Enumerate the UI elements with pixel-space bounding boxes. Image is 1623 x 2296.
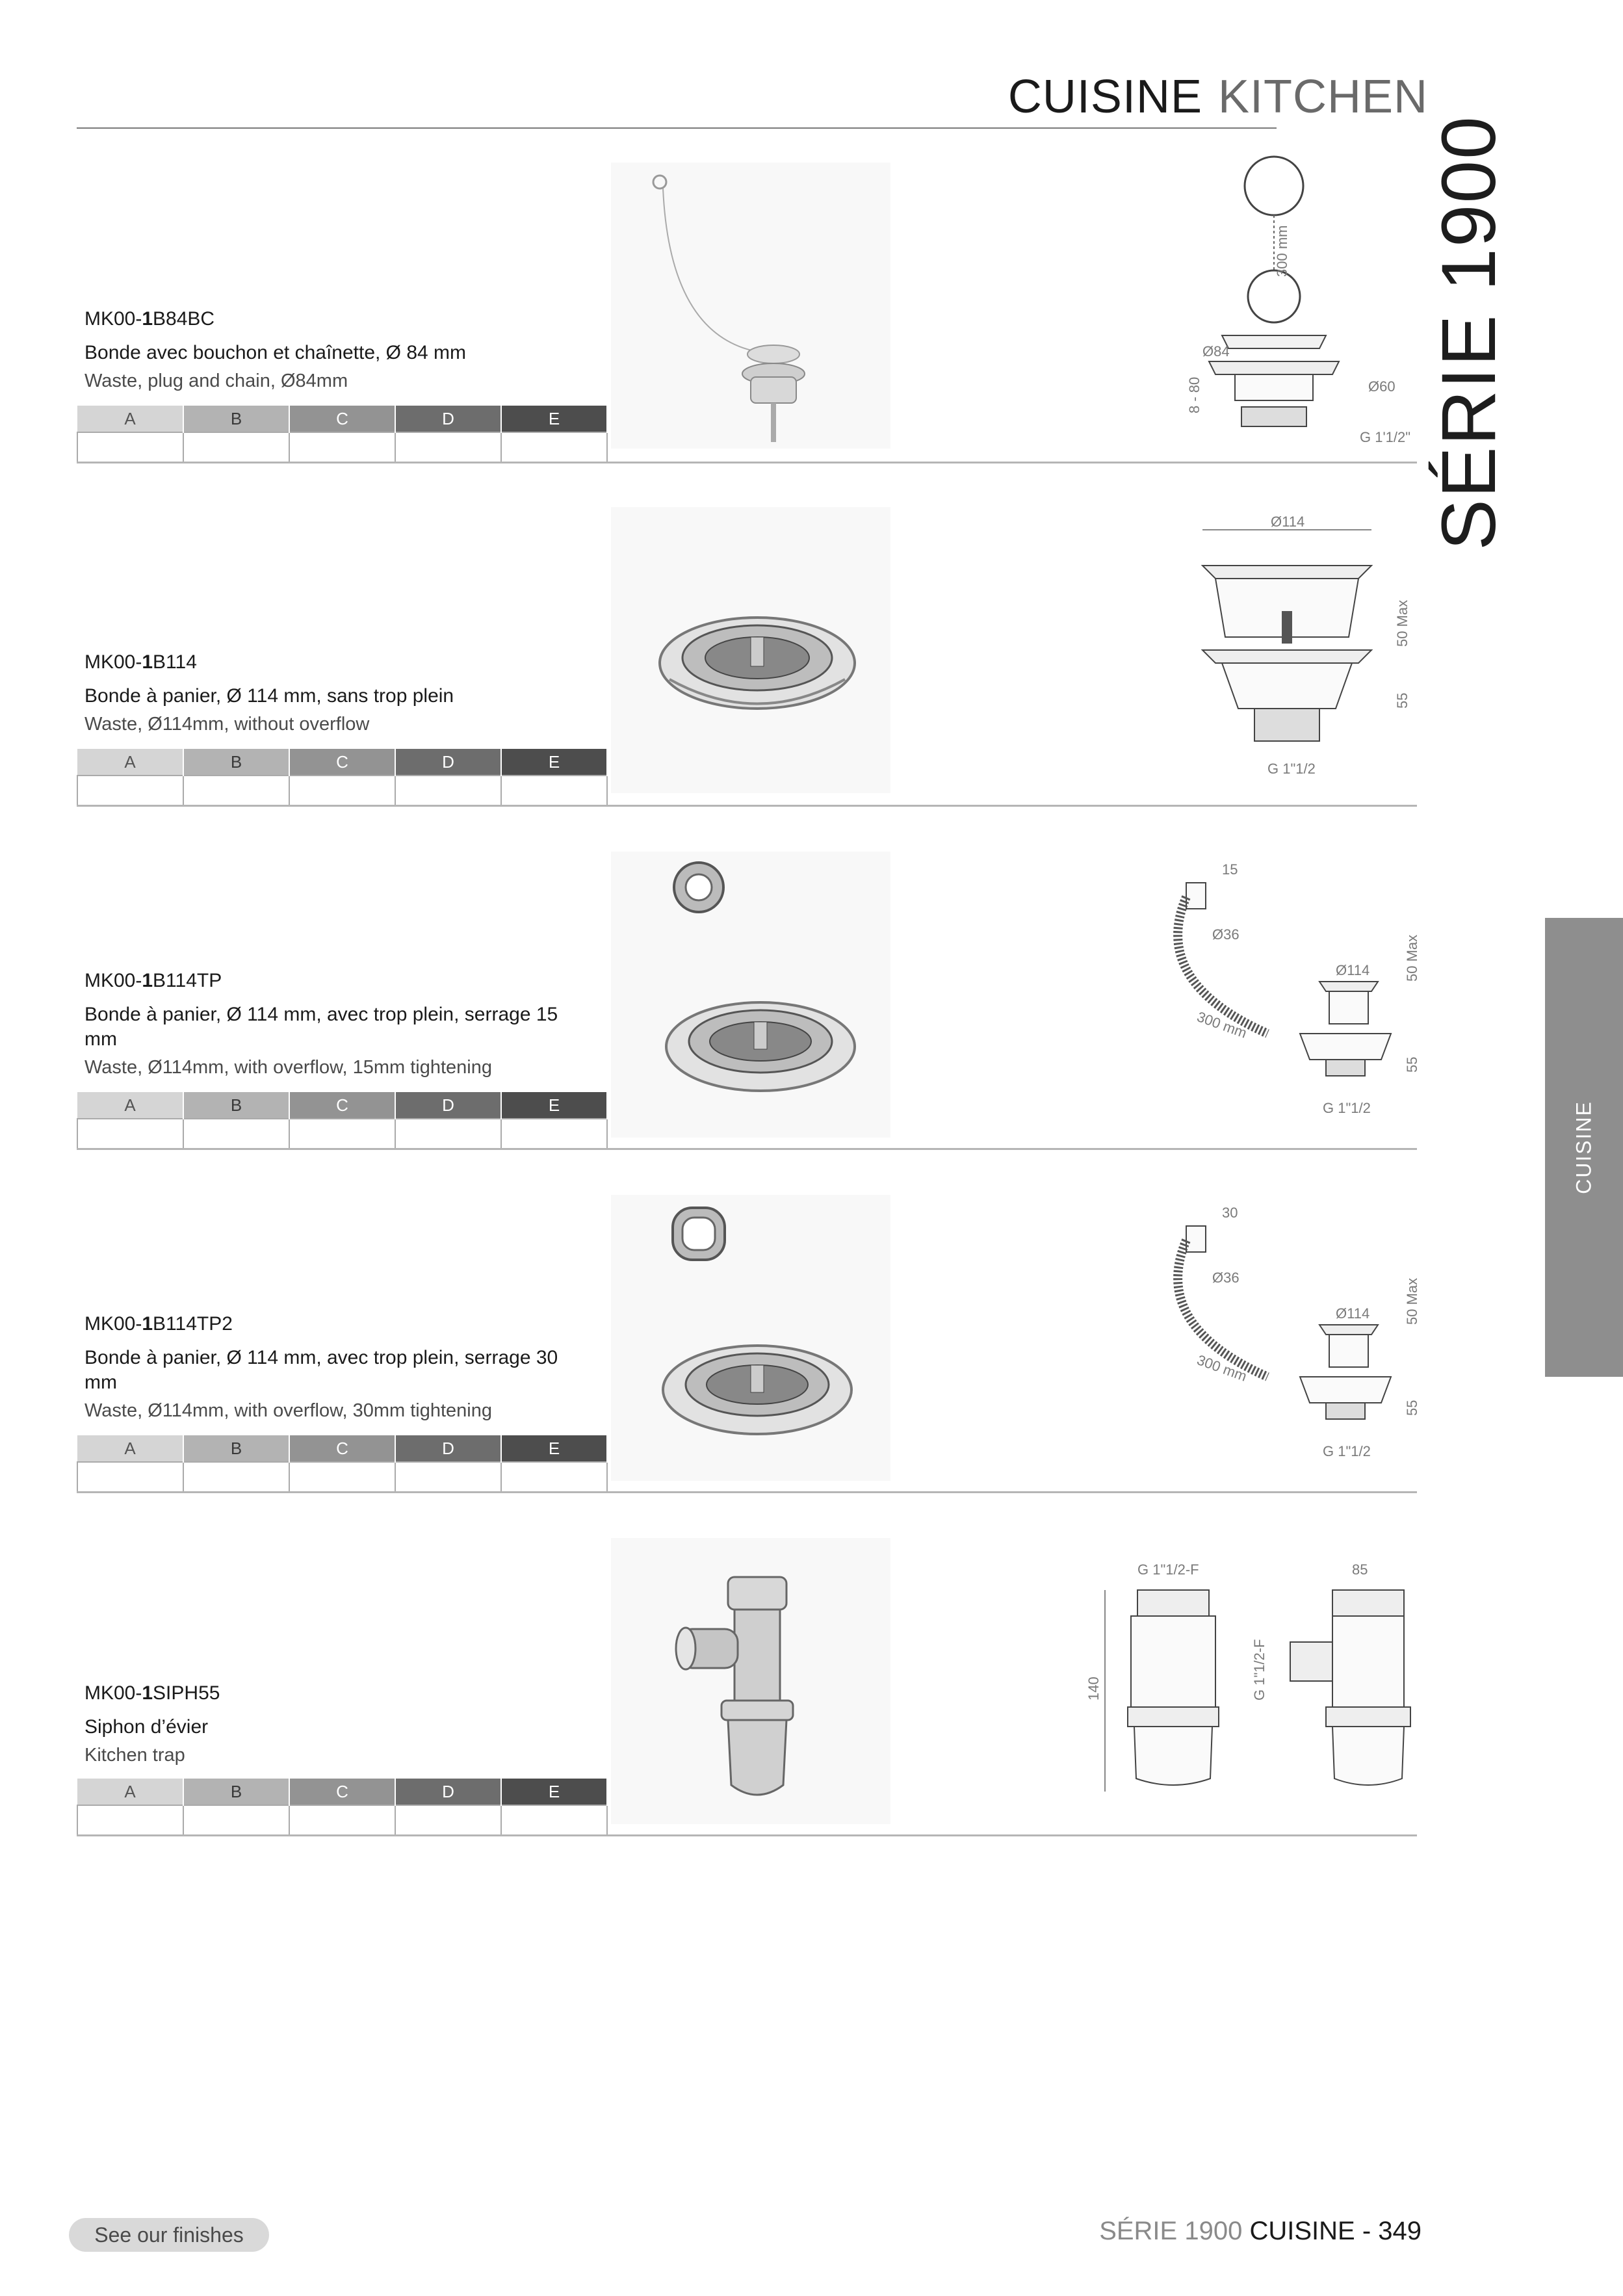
finish-table [77,406,608,463]
product-code: MK00-1B114 [84,651,197,673]
header-kitchen: KITCHEN [1217,71,1428,123]
svg-text:15: 15 [1222,861,1238,878]
finish-cell [395,432,501,462]
product-photo [611,507,890,793]
finish-cell [501,1119,607,1149]
finish-cell [501,1462,607,1492]
svg-text:G 1"1/2-F: G 1"1/2-F [1251,1639,1267,1701]
product-info [84,1682,591,1767]
product-code: MK00-1SIPH55 [84,1682,220,1704]
product-name-fr: Bonde à panier, Ø 114 mm, avec trop plein, serrage 30 mm [84,1347,558,1393]
finish-col-e: E [501,1779,607,1805]
finish-cell [183,432,289,462]
product-photo [611,1538,890,1824]
finish-col-a: A [77,1092,183,1119]
finish-col-e: E [501,749,607,776]
finish-col-e: E [501,1435,607,1462]
finish-col-d: D [395,406,501,432]
product-separator [77,805,1417,807]
finish-col-c: C [289,1092,395,1119]
product-name-fr: Bonde à panier, Ø 114 mm, avec trop plein, serrage 15 mm [84,1004,558,1050]
header-cuisine: CUISINE [1007,71,1202,123]
finish-cell [289,776,395,805]
finish-col-c: C [289,1779,395,1805]
finish-cell [289,432,395,462]
finish-table [77,1435,608,1493]
finish-cell [289,1805,395,1835]
finish-col-c: C [289,406,395,432]
svg-text:300 mm: 300 mm [1195,1008,1249,1041]
svg-text:85: 85 [1352,1561,1368,1578]
svg-text:G 1"1/2: G 1"1/2 [1323,1443,1371,1459]
header-rule [77,127,1277,129]
product-info [84,970,591,1079]
product-name-en: Waste, Ø114mm, with overflow, 30mm tightening [84,1400,492,1421]
finish-col-e: E [501,1092,607,1119]
footer-serie: SÉRIE 1900 [1099,2217,1243,2245]
finish-cell [183,1119,289,1149]
svg-text:55: 55 [1394,692,1410,709]
product-name-fr: Bonde avec bouchon et chaînette, Ø 84 mm [84,342,467,363]
finish-col-a: A [77,1779,183,1805]
finish-col-b: B [183,1779,289,1805]
svg-text:30: 30 [1222,1205,1238,1221]
finish-col-b: B [183,1435,289,1462]
svg-text:300 mm: 300 mm [1274,225,1290,277]
finish-col-c: C [289,749,395,776]
finish-col-d: D [395,749,501,776]
product-name-en: Waste, Ø114mm, with overflow, 15mm tightening [84,1057,492,1078]
svg-text:G 1"1/2: G 1"1/2 [1267,761,1316,777]
product-info [84,1313,591,1422]
finish-cell [77,776,183,805]
product-name-fr: Bonde à panier, Ø 114 mm, sans trop plein [84,685,454,707]
finish-cell [395,1805,501,1835]
svg-text:Ø114: Ø114 [1271,514,1305,530]
product-code: MK00-1B84BC [84,308,215,330]
product-name-en: Waste, plug and chain, Ø84mm [84,371,348,391]
finish-col-c: C [289,1435,395,1462]
product-code: MK00-1B114TP [84,970,222,991]
product-name-en: Kitchen trap [84,1745,185,1766]
svg-text:Ø60: Ø60 [1368,378,1396,395]
finish-col-d: D [395,1092,501,1119]
finish-col-e: E [501,406,607,432]
finish-cell [501,432,607,462]
product-separator [77,1834,1417,1836]
page-number: - 349 [1362,2217,1422,2245]
product-info [84,651,591,736]
finish-cell [395,776,501,805]
svg-text:G 1'1/2": G 1'1/2" [1360,429,1411,445]
finish-cell [183,1462,289,1492]
finish-col-b: B [183,406,289,432]
svg-text:300 mm: 300 mm [1195,1351,1249,1385]
finish-col-b: B [183,1092,289,1119]
page-header [1008,70,1428,124]
svg-text:Ø36: Ø36 [1212,1270,1240,1286]
product-name-fr: Siphon d’évier [84,1716,209,1738]
product-separator [77,1148,1417,1150]
product-photo [611,1195,890,1481]
finish-cell [77,1462,183,1492]
finish-cell [77,1119,183,1149]
finish-cell [289,1119,395,1149]
side-section-tab[interactable]: CUISINE [1545,918,1623,1377]
svg-text:50 Max: 50 Max [1404,1277,1420,1325]
svg-text:55: 55 [1404,1056,1420,1073]
svg-text:Ø114: Ø114 [1336,962,1370,978]
finish-col-a: A [77,749,183,776]
technical-drawing [1170,153,1443,459]
product-code: MK00-1B114TP2 [84,1313,233,1335]
finish-cell [501,776,607,805]
side-series-title: SÉRIE 1900 [1426,115,1512,551]
svg-text:Ø84: Ø84 [1202,343,1230,359]
finish-col-a: A [77,1435,183,1462]
finish-cell [77,1805,183,1835]
product-photo [611,852,890,1138]
finish-table [77,749,608,806]
see-finishes-button[interactable]: See our finishes [69,2218,269,2252]
product-info [84,308,591,393]
svg-text:55: 55 [1404,1400,1420,1416]
technical-drawing [1137,1195,1436,1481]
finish-col-d: D [395,1779,501,1805]
technical-drawing [1183,507,1443,793]
finish-cell [77,432,183,462]
page-footer [1099,2217,1422,2246]
svg-text:Ø36: Ø36 [1212,926,1240,943]
finish-cell [501,1805,607,1835]
finish-table [77,1092,608,1149]
svg-text:Ø114: Ø114 [1336,1305,1370,1322]
product-separator [77,462,1417,463]
svg-text:G 1"1/2: G 1"1/2 [1323,1100,1371,1116]
product-name-en: Waste, Ø114mm, without overflow [84,714,370,735]
svg-text:8 - 80: 8 - 80 [1186,376,1202,413]
finish-cell [395,1119,501,1149]
technical-drawing [1066,1551,1430,1811]
finish-cell [289,1462,395,1492]
svg-text:50 Max: 50 Max [1394,599,1410,647]
finish-col-a: A [77,406,183,432]
finish-col-b: B [183,749,289,776]
product-separator [77,1491,1417,1493]
svg-text:G 1"1/2-F: G 1"1/2-F [1137,1561,1199,1578]
svg-text:140: 140 [1085,1676,1102,1701]
technical-drawing [1137,852,1436,1138]
finish-cell [183,1805,289,1835]
finish-cell [395,1462,501,1492]
finish-cell [183,776,289,805]
product-photo [611,163,890,449]
finish-col-d: D [395,1435,501,1462]
svg-text:50 Max: 50 Max [1404,934,1420,982]
footer-section: CUISINE [1249,2217,1355,2245]
finish-table [77,1779,608,1836]
